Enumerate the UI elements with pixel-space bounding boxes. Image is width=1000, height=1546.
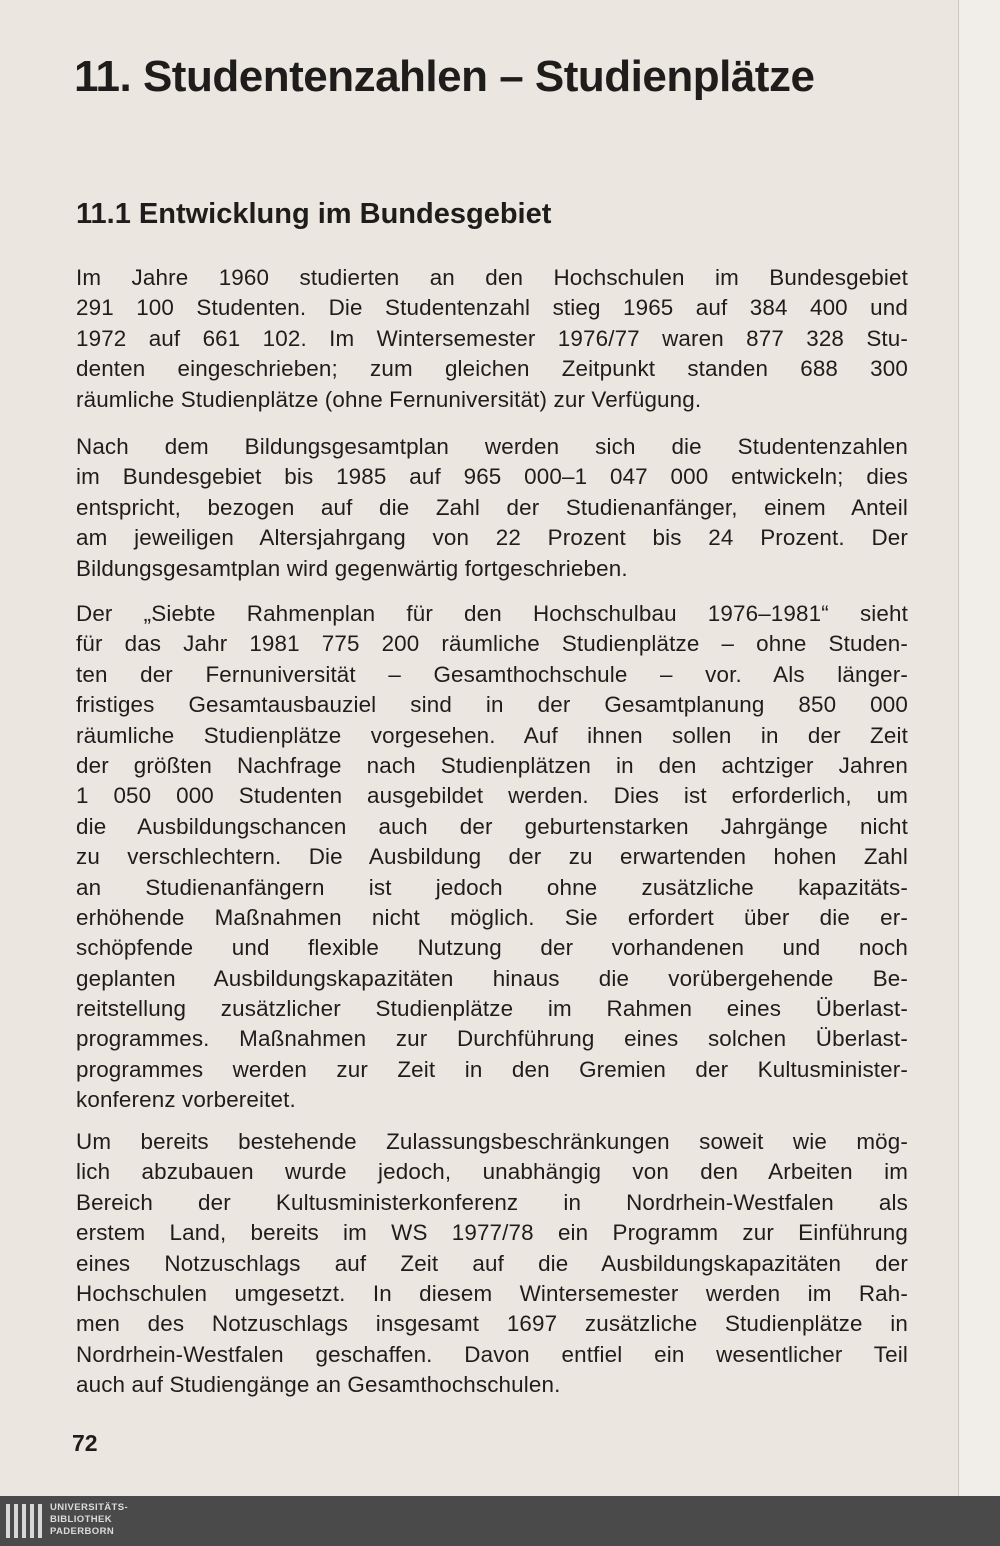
paragraph-1 [76, 263, 908, 415]
text-line: Bildungsgesamtplan wird gegenwärtig fortgeschrieben. [76, 555, 628, 581]
logo-line-1: UNIVERSITÄTS- [50, 1502, 129, 1513]
text-line: am jeweiligen Altersjahrgang von 22 Prozent bis 24 Prozent. Der [76, 525, 908, 551]
logo-line-3: PADERBORN [50, 1526, 115, 1537]
text-line: 1 050 000 Studenten ausgebildet werden. Dies ist erforderlich, um [76, 783, 908, 809]
text-line: zu verschlechtern. Die Ausbildung der zu erwartenden hohen Zahl [76, 844, 908, 870]
facing-page-edge [958, 0, 1000, 1496]
text-line: Im Jahre 1960 studierten an den Hochschulen im Bundesgebiet [76, 265, 908, 290]
text-line: entspricht, bezogen auf die Zahl der Studienanfänger, einem Anteil [76, 494, 908, 520]
text-line: ten der Fernuniversität – Gesamthochschule – vor. Als länger- [76, 661, 908, 687]
text-line: programmes werden zur Zeit in den Gremien der Kultusminister- [76, 1056, 908, 1082]
text-line: Nordrhein-Westfalen geschaffen. Davon entfiel ein wesentlicher Teil [76, 1341, 908, 1367]
text-line: Der „Siebte Rahmenplan für den Hochschulbau 1976–1981“ sieht [76, 601, 908, 626]
text-line: fristiges Gesamtausbauziel sind in der Gesamtplanung 850 000 [76, 692, 908, 718]
text-line: lich abzubauen wurde jedoch, unabhängig von den Arbeiten im [76, 1159, 908, 1185]
text-line: Bereich der Kultusministerkonferenz in Nordrhein-Westfalen als [76, 1189, 908, 1215]
text-line: erhöhende Maßnahmen nicht möglich. Sie erfordert über die er- [76, 904, 908, 930]
text-line: reitstellung zusätzlicher Studienplätze im Rahmen eines Überlast- [76, 996, 908, 1022]
text-line: für das Jahr 1981 775 200 räumliche Studienplätze – ohne Studen- [76, 631, 908, 657]
text-line: denten eingeschrieben; zum gleichen Zeitpunkt standen 688 300 [76, 356, 908, 382]
text-line: Hochschulen umgesetzt. In diesem Wintersemester werden im Rah- [76, 1280, 908, 1306]
text-line: auch auf Studiengänge an Gesamthochschulen. [76, 1372, 561, 1398]
text-line: men des Notzuschlags insgesamt 1697 zusätzliche Studienplätze in [76, 1311, 908, 1337]
paragraph-2 [76, 432, 908, 584]
paragraph-4 [76, 1127, 908, 1401]
text-line: räumliche Studienplätze (ohne Fernuniversität) zur Verfügung. [76, 386, 702, 412]
text-line: im Bundesgebiet bis 1985 auf 965 000–1 047 000 entwickeln; dies [76, 464, 908, 490]
logo-line-2: BIBLIOTHEK [50, 1514, 113, 1525]
text-line: Nach dem Bildungsgesamtplan werden sich die Studentenzahlen [76, 434, 908, 459]
text-line: eines Notzuschlags auf Zeit auf die Ausbildungskapazitäten der [76, 1250, 908, 1276]
page-number: 72 [72, 1430, 98, 1456]
library-logo-text [50, 1502, 128, 1538]
text-line: 1972 auf 661 102. Im Wintersemester 1976/77 waren 877 328 Stu- [76, 325, 908, 351]
text-line: Um bereits bestehende Zulassungsbeschränkungen soweit wie mög- [76, 1129, 908, 1154]
text-line: konferenz vorbereitet. [76, 1087, 296, 1113]
section-heading: 11.1 Entwicklung im Bundesgebiet [76, 198, 552, 230]
paragraph-3 [76, 599, 908, 1116]
text-line: erstem Land, bereits im WS 1977/78 ein Programm zur Einführung [76, 1220, 908, 1246]
text-line: räumliche Studienplätze vorgesehen. Auf ihnen sollen in der Zeit [76, 722, 908, 748]
library-footer-bar [0, 1496, 1000, 1546]
text-line: schöpfende und flexible Nutzung der vorhandenen und noch [76, 935, 908, 961]
library-logo-icon [6, 1504, 42, 1538]
text-line: die Ausbildungschancen auch der geburtenstarken Jahrgänge nicht [76, 813, 908, 839]
text-line: 291 100 Studenten. Die Studentenzahl stieg 1965 auf 384 400 und [76, 295, 908, 321]
chapter-heading: 11. Studentenzahlen – Studienplätze [74, 52, 815, 101]
text-line: geplanten Ausbildungskapazitäten hinaus die vorübergehende Be- [76, 965, 908, 991]
text-line: der größten Nachfrage nach Studienplätzen in den achtziger Jahren [76, 752, 908, 778]
text-line: an Studienanfängern ist jedoch ohne zusätzliche kapazitäts- [76, 874, 908, 900]
text-line: programmes. Maßnahmen zur Durchführung eines solchen Überlast- [76, 1026, 908, 1052]
